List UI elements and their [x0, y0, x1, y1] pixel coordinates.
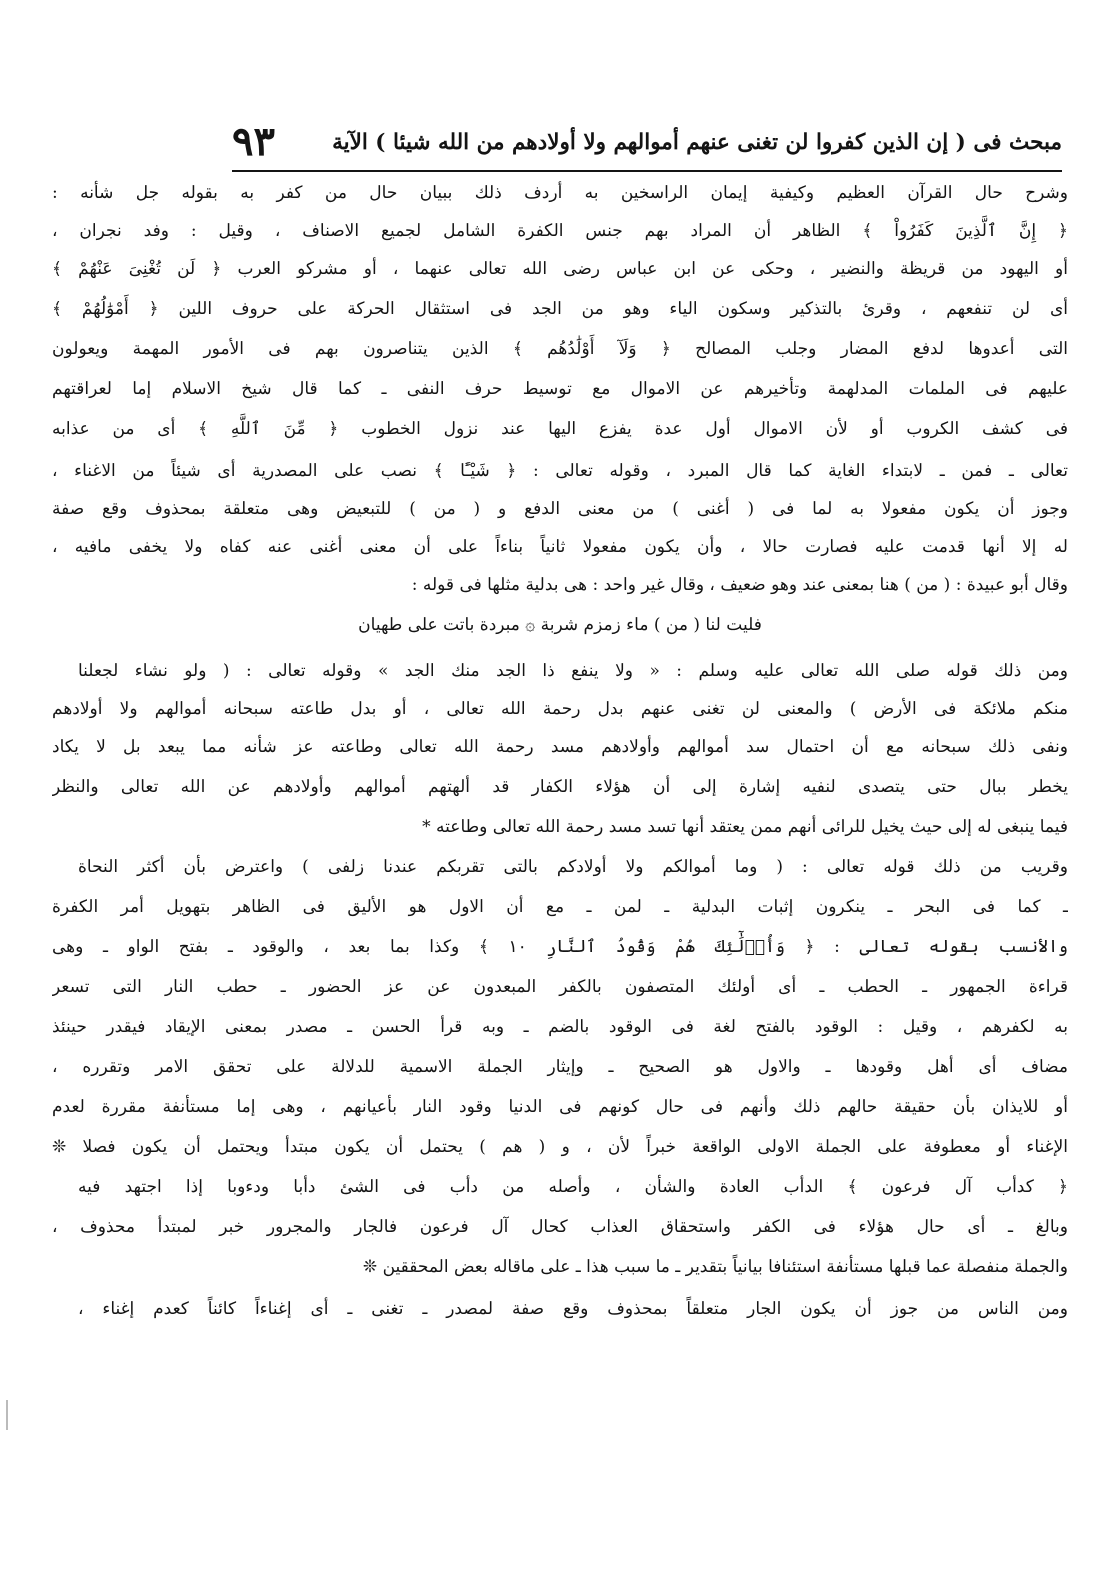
text-line: ونفى ذلك سبحانه مع أن احتمال سد أموالهم وأولادهم مسد رحمة الله تعالى وطاعته عز شأنه مما يبعد بل لا يكاد [52, 737, 1068, 757]
text-line: ﴿ كدأب آل فرعون ﴾ الدأب العادة والشأن ، وأصله من دأب فى الشئ دأبا ودءوبا إذا اجتهد فيه [78, 1177, 1068, 1197]
text-line: ﴿ إِنَّ ٱلَّذِينَ كَفَرُواْ ﴾ الظاهر أن المراد بهم جنس الكفرة الشامل لجميع الاصناف ، وقيل : وفد نجران ، [52, 221, 1068, 241]
text-line: أو للايذان بأن حقيقة حالهم ذلك وأنهم فى حال كونهم فى الدنيا وقود النار بأعيانهم ، وهى إما مستأنفة مقررة لعدم [52, 1097, 1068, 1117]
text-line: به لكفرهم ، وقيل : الوقود بالفتح لغة فى الوقود بالضم ـ وبه قرأ الحسن ـ مصدر بمعنى الإيقاد فيقدر حينئذ [52, 1017, 1068, 1037]
scan-edge-mark [6, 1400, 8, 1430]
text-line: له إلا أنها قدمت عليه فصارت حالا ، وأن يكون مفعولا ثانياً بناءاً على أن معنى أغنى عنه كفاه ولا يخفى مافيه ، [52, 537, 1068, 557]
text-line: منكم ملائكة فى الأرض ) والمعنى لن تغنى عنهم بدل رحمة الله تعالى ، أو بدل طاعته سبحانه أموالهم ولا أولادهم [52, 699, 1068, 719]
header-rule [232, 170, 1062, 172]
text-line: وشرح حال القرآن العظيم وكيفية إيمان الراسخين به أردف ذلك ببيان حال من كفر به بقوله جل شأنه : [52, 183, 1068, 203]
text-line: والأنسب بقوله تعالى : ﴿ وَأُو۟لَٰٓئِكَ هُمْ وَقُودُ ٱلنَّارِ ١٠ ﴾ وكذا بما بعد ، والوقود ـ بفتح الواو ـ وهى [52, 937, 1068, 957]
text-line: يخطر ببال حتى يتصدى لنفيه إشارة إلى أن هؤلاء الكفار قد ألهتهم أموالهم وأولادهم عن الله تعالى والنظر [52, 777, 1068, 797]
verse-line: فليت لنا ( من ) ماء زمزم شربة ۞ مبردة باتت على طهيان [358, 615, 762, 635]
text-line: ـ كما فى البحر ـ ينكرون إثبات البدلية ـ لمن ـ مع أن الاول هو الأليق فى الظاهر بتهويل أمر الكفرة [52, 897, 1068, 917]
text-line: الإغناء أو معطوفة على الجملة الاولى الواقعة خبراً لأن ، و ( هم ) يحتمل أن يكون مبتدأ ويحتمل أن يكون فصلا ❊ [52, 1137, 1068, 1157]
text-line: فى كشف الكروب أو لأن الاموال أول عدة يفزع اليها عند نزول الخطوب ﴿ مِّنَ ٱللَّهِ ﴾ أى من عذابه [52, 419, 1068, 439]
text-line: مضاف أى أهل وقودها ـ والاول هو الصحيح ـ وإيثار الجملة الاسمية للدلالة على تحقق الامر وتقرره ، [52, 1057, 1068, 1077]
text-line: أى لن تنفعهم ، وقرئ بالتذكير وسكون الياء وهو من الجد فى استثقال الحركة على حروف اللين ﴿ أَمْوَٰلُهُمْ ﴾ [52, 299, 1068, 319]
text-line: عليهم فى الملمات المدلهمة وتأخيرهم عن الاموال مع توسيط حرف النفى ـ كما قال شيخ الاسلام إما لعراقتهم [52, 379, 1068, 399]
running-title: مبحث فى ( إن الذين كفروا لن تغنى عنهم أموالهم ولا أولادهم من الله شيئا ) الآية [332, 130, 1062, 155]
page-header [232, 112, 1062, 174]
text-line: فيما ينبغى له إلى حيث يخيل للرائى أنهم ممن يعتقد أنها تسد مسد رحمة الله تعالى وطاعته * [422, 817, 1068, 837]
text-line: والجملة منفصلة عما قبلها مستأنفة استئنافا بيانياً بتقدير ـ ما سبب هذا ـ على ماقاله بعض المحققين ❊ [362, 1257, 1068, 1277]
text-line: ومن ذلك قوله صلى الله تعالى عليه وسلم : « ولا ينفع ذا الجد منك الجد » وقوله تعالى : ( ولو نشاء لجعلنا [78, 661, 1068, 681]
text-line: وقريب من ذلك قوله تعالى : ( وما أموالكم ولا أولادكم بالتى تقربكم عندنا زلفى ) واعترض بأن أكثر النحاة [78, 857, 1068, 877]
text-line: وجوز أن يكون مفعولا به لما فى ( أغنى ) من معنى الدفع و ( من ) للتبعيض وهى متعلقة بمحذوف وقع صفة [52, 499, 1068, 519]
text-line: أو اليهود من قريظة والنضير ، وحكى عن ابن عباس رضى الله تعالى عنهما ، أو مشركو العرب ﴿ لَن تُغْنِىَ عَنْهُمْ ﴾ [52, 259, 1068, 279]
text-line: تعالى ـ فمن ـ لابتداء الغاية كما قال المبرد ، وقوله تعالى : ﴿ شَيْـًٔا ﴾ نصب على المصدرية أى شيئاً من الاغناء ، [52, 461, 1068, 481]
text-line: التى أعدوها لدفع المضار وجلب المصالح ﴿ وَلَآ أَوْلَٰدُهُم ﴾ الذين يتناصرون بهم فى الأمور المهمة ويعولون [52, 339, 1068, 359]
text-line: ومن الناس من جوز أن يكون الجار متعلقاً بمحذوف وقع صفة لمصدر ـ تغنى ـ أى إغناءاً كائناً كعدم إغناء ، [78, 1299, 1068, 1319]
text-line: وقال أبو عبيدة : ( من ) هنا بمعنى عند وهو ضعيف ، وقال غير واحد : هى بدلية مثلها فى قوله : [411, 575, 1068, 595]
text-line: قراءة الجمهور ـ الحطب ـ أى أولئك المتصفون بالكفر المبعدون عن عز الحضور ـ حطب النار التى تسعر [52, 977, 1068, 997]
page-number: ٩٣ [232, 118, 275, 165]
text-line: وبالغ ـ أى حال هؤلاء فى الكفر واستحقاق العذاب كحال آل فرعون فالجار والمجرور خبر لمبتدأ محذوف ، [52, 1217, 1068, 1237]
